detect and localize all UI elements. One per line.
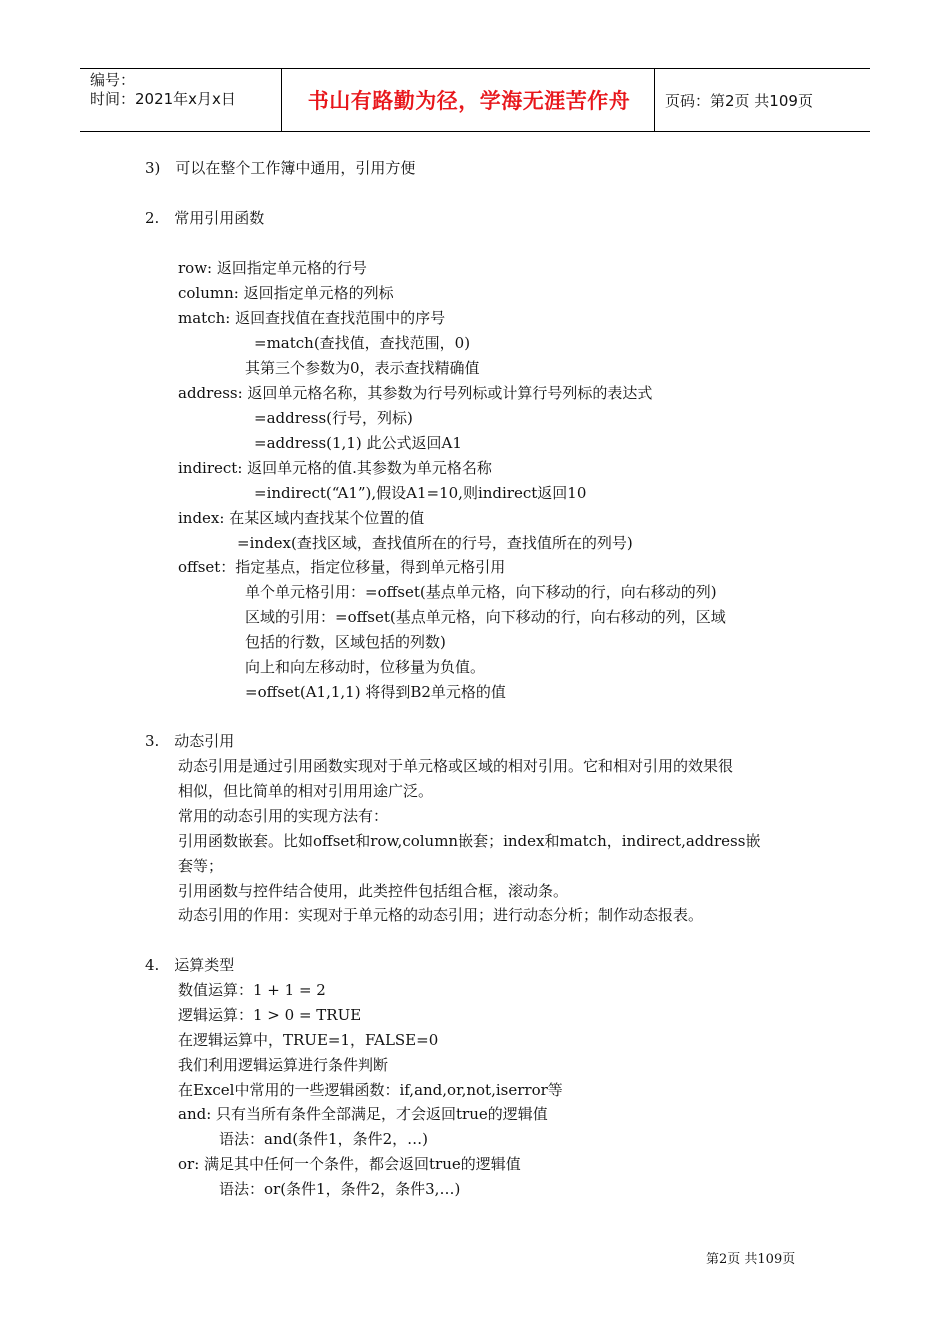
text-line: 数值运算：1 + 1 = 2 (178, 981, 326, 999)
text-line: 相似，但比简单的相对引用用途广泛。 (178, 782, 434, 800)
header-number-label: 编号： (90, 71, 136, 89)
text-line: index: 在某区域内查找某个位置的值 (178, 509, 425, 527)
text-line: 我们利用逻辑运算进行条件判断 (178, 1056, 389, 1074)
text-line: 其第三个参数为0，表示查找精确值 (245, 359, 480, 377)
text-line: 常用的动态引用的实现方法有： (178, 807, 389, 825)
page-footer: 第2页 共109页 (706, 1252, 796, 1267)
header-time-label: 时间：2021年x月x日 (90, 90, 236, 108)
text-line: =address(1,1) 此公式返回A1 (254, 434, 462, 452)
text-line: 动态引用的作用：实现对于单元格的动态引用；进行动态分析；制作动态报表。 (178, 906, 704, 924)
text-line: address: 返回单元格名称，其参数为行号列标或计算行号列标的表达式 (178, 384, 653, 402)
text-line: =match(查找值，查找范围，0) (254, 334, 471, 352)
text-line: 动态引用是通过引用函数实现对于单元格或区域的相对引用。它和相对引用的效果很 (178, 757, 734, 775)
header-page-info: 页码：第2页 共109页 (665, 92, 813, 110)
text-line: 引用函数与控件结合使用，此类控件包括组合框，滚动条。 (178, 882, 569, 900)
text-line: 语法：or(条件1，条件2，条件3,…) (219, 1180, 461, 1198)
section-heading: 4. 运算类型 (145, 956, 235, 974)
section-heading: 2. 常用引用函数 (145, 209, 265, 227)
section-heading: 3. 动态引用 (145, 732, 235, 750)
text-line: or: 满足其中任何一个条件，都会返回true的逻辑值 (178, 1155, 521, 1173)
text-line: and: 只有当所有条件全部满足，才会返回true的逻辑值 (178, 1105, 548, 1123)
text-line: match: 返回查找值在查找范围中的序号 (178, 309, 446, 327)
text-line: indirect: 返回单元格的值.其参数为单元格名称 (178, 459, 492, 477)
text-line: 逻辑运算：1 > 0 = TRUE (178, 1006, 362, 1024)
text-line: row: 返回指定单元格的行号 (178, 259, 367, 277)
text-line: 3) 可以在整个工作簿中通用，引用方便 (145, 159, 416, 177)
text-line: =address(行号，列标) (254, 409, 413, 427)
text-line: 在逻辑运算中，TRUE=1，FALSE=0 (178, 1031, 439, 1049)
text-line: =indirect(“A1”),假设A1=10,则indirect返回10 (254, 484, 587, 502)
text-line: 区域的引用：=offset(基点单元格，向下移动的行，向右移动的列，区域 (245, 608, 726, 626)
text-line: offset：指定基点，指定位移量，得到单元格引用 (178, 558, 506, 576)
text-line: 包括的行数，区域包括的列数) (245, 633, 446, 651)
text-line: =offset(A1,1,1) 将得到B2单元格的值 (245, 683, 506, 701)
text-line: 引用函数嵌套。比如offset和row,column嵌套；index和match，indirect,address嵌 (178, 832, 761, 850)
header-motto: 书山有路勤为径，学海无涯苦作舟 (307, 89, 631, 113)
text-line: column: 返回指定单元格的列标 (178, 284, 394, 302)
text-line: 套等； (178, 857, 224, 875)
text-line: 向上和向左移动时，位移量为负值。 (245, 658, 486, 676)
text-line: 在Excel中常用的一些逻辑函数：if,and,or,not,iserror等 (178, 1081, 563, 1099)
text-line: 语法：and(条件1，条件2，…) (219, 1130, 428, 1148)
text-line: =index(查找区域，查找值所在的行号，查找值所在的列号) (237, 534, 633, 552)
text-line: 单个单元格引用：=offset(基点单元格，向下移动的行，向右移动的列) (245, 583, 717, 601)
